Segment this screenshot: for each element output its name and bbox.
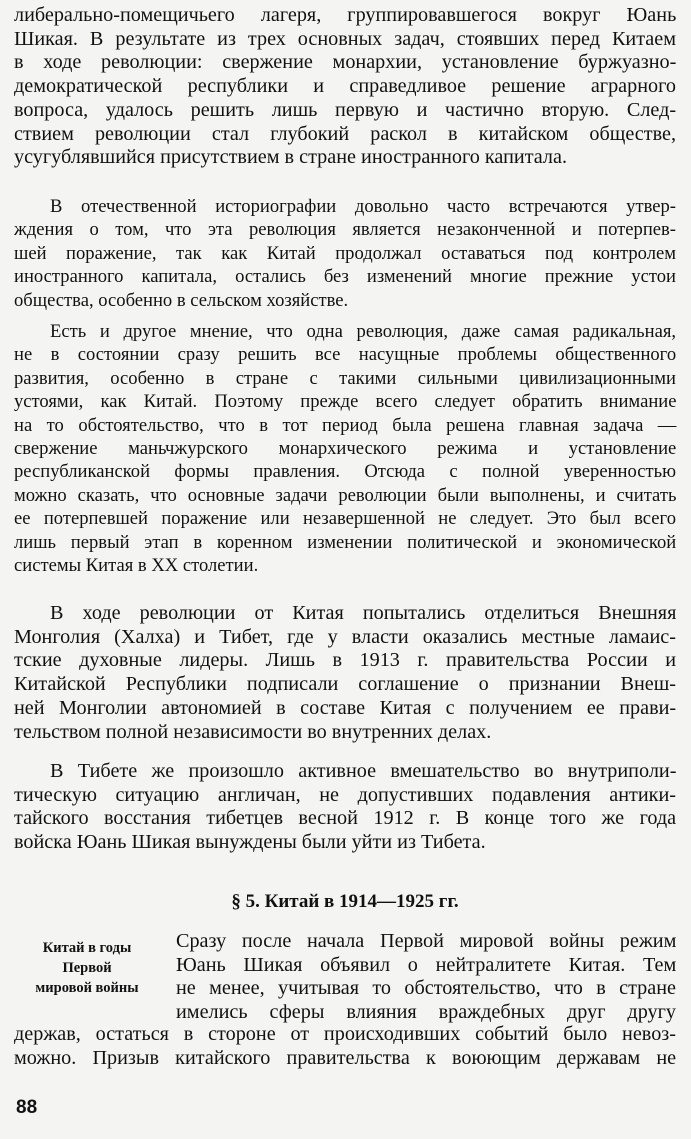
- section-heading: § 5. Китай в 1914—1925 гг.: [231, 891, 459, 912]
- text-line: тельством полной независимости во внутренних делах.: [14, 720, 492, 743]
- text-line: можно сказать, что основные задачи революции были выполнены, и считать: [14, 484, 677, 506]
- text-line: Монголия (Халха) и Тибет, где у власти оказались местные ламаис-: [14, 625, 676, 648]
- margin-note: [14, 938, 160, 998]
- text-line: не в состоянии сразу решить все насущные проблемы общественного: [14, 344, 677, 366]
- text-line: не менее, учитывая то обстоятельство, что в стране: [176, 977, 676, 1000]
- text-line: усугублявшийся присутствием в стране иностранного капитала.: [14, 146, 568, 169]
- margin-note-line: мировой войны: [35, 980, 139, 996]
- text-line: демократической республики и справедливое решение аграрного: [14, 75, 676, 98]
- text-line: свержение маньчжурского монархического режима и установление: [14, 438, 677, 460]
- paragraph-ww1-neutrality: [176, 930, 676, 1025]
- text-line: тическую ситуацию англичан, не допустивших подавления антики-: [14, 783, 676, 806]
- paragraph-historiography: [14, 195, 676, 312]
- text-line: ее потерпевшей поражение или незавершенной не следует. Это был всего: [14, 508, 676, 530]
- text-line: ствием революции стал глубокий раскол в китайском обществе,: [14, 122, 676, 145]
- text-line: В ходе революции от Китая попытались отделиться Внешняя: [50, 602, 677, 624]
- text-line: можно. Призыв китайского правительства к воюющим державам не: [14, 1046, 677, 1069]
- text-line: вопроса, удалось решить лишь первую и частично вторую. След-: [14, 98, 677, 121]
- paragraph-ww1-continued: [14, 1023, 676, 1070]
- text-line: В отечественной историографии довольно часто встречаются утвер-: [50, 196, 676, 217]
- paragraph-mongolia-tibet: [14, 602, 676, 744]
- paragraph-revolution-results: [14, 4, 676, 170]
- margin-note-line: Первой: [62, 960, 112, 976]
- text-line: либерально-помещичьего лагеря, группировавшегося вокруг Юань: [14, 4, 677, 26]
- text-line: на то обстоятельство, что в тот период была решена главная задача —: [14, 414, 677, 436]
- text-line: Сразу после начала Первой мировой войны режим: [176, 930, 677, 952]
- margin-note-line: Китай в годы: [42, 940, 132, 956]
- text-line: Есть и другое мнение, что одна революция, даже самая радикальная,: [50, 321, 677, 342]
- text-line: ней Монголии автономией в составе Китая с получением ее прави-: [14, 696, 677, 719]
- text-line: Шикая. В результате из трех основных задач, стоявших перед Китаем: [14, 27, 676, 50]
- text-line: шей поражение, так как Китай продолжал оставаться под контролем: [14, 242, 676, 264]
- text-line: республиканской формы правления. Отсюда с полной уверенностью: [14, 461, 676, 483]
- page-number: 88: [16, 1097, 38, 1118]
- text-line: системы Китая в XX столетии.: [14, 555, 259, 577]
- text-line: Юань Шикая объявил о нейтралитете Китая. Тем: [176, 953, 677, 976]
- text-line: имелись сферы влияния враждебных друг другу: [176, 1001, 676, 1024]
- text-line: В Тибете же произошло активное вмешательство во внутриполи-: [50, 760, 677, 782]
- text-line: иностранного капитала, остались без изменений многие прежние устои: [14, 266, 676, 288]
- paragraph-tibet: [14, 760, 676, 855]
- text-line: Китайской Республики подписали соглашение о признании Внеш-: [14, 673, 676, 696]
- text-line: в ходе революции: свержение монархии, установление буржуазно-: [14, 51, 677, 74]
- text-line: тские духовные лидеры. Лишь в 1913 г. правительства России и: [14, 649, 676, 672]
- text-line: войска Юань Шикая вынуждены были уйти из Тибета.: [14, 831, 486, 854]
- text-line: тайского восстания тибетцев весной 1912 г. В конце того же года: [14, 807, 677, 830]
- text-line: устоями, как Китай. Поэтому прежде всего следует обратить внимание: [14, 391, 677, 413]
- text-line: держав, остаться в стороне от происходивших событий было невоз-: [14, 1023, 676, 1045]
- text-line: общества, особенно в сельском хозяйстве.: [14, 289, 349, 311]
- paragraph-other-opinion: [14, 320, 676, 577]
- text-line: развития, особенно в стране с такими сильными цивилизационными: [14, 367, 676, 389]
- text-line: ждения о том, что эта революция является незаконченной и потерпев-: [14, 219, 676, 241]
- text-line: лишь первый этап в коренном изменении политической и экономической: [14, 531, 677, 553]
